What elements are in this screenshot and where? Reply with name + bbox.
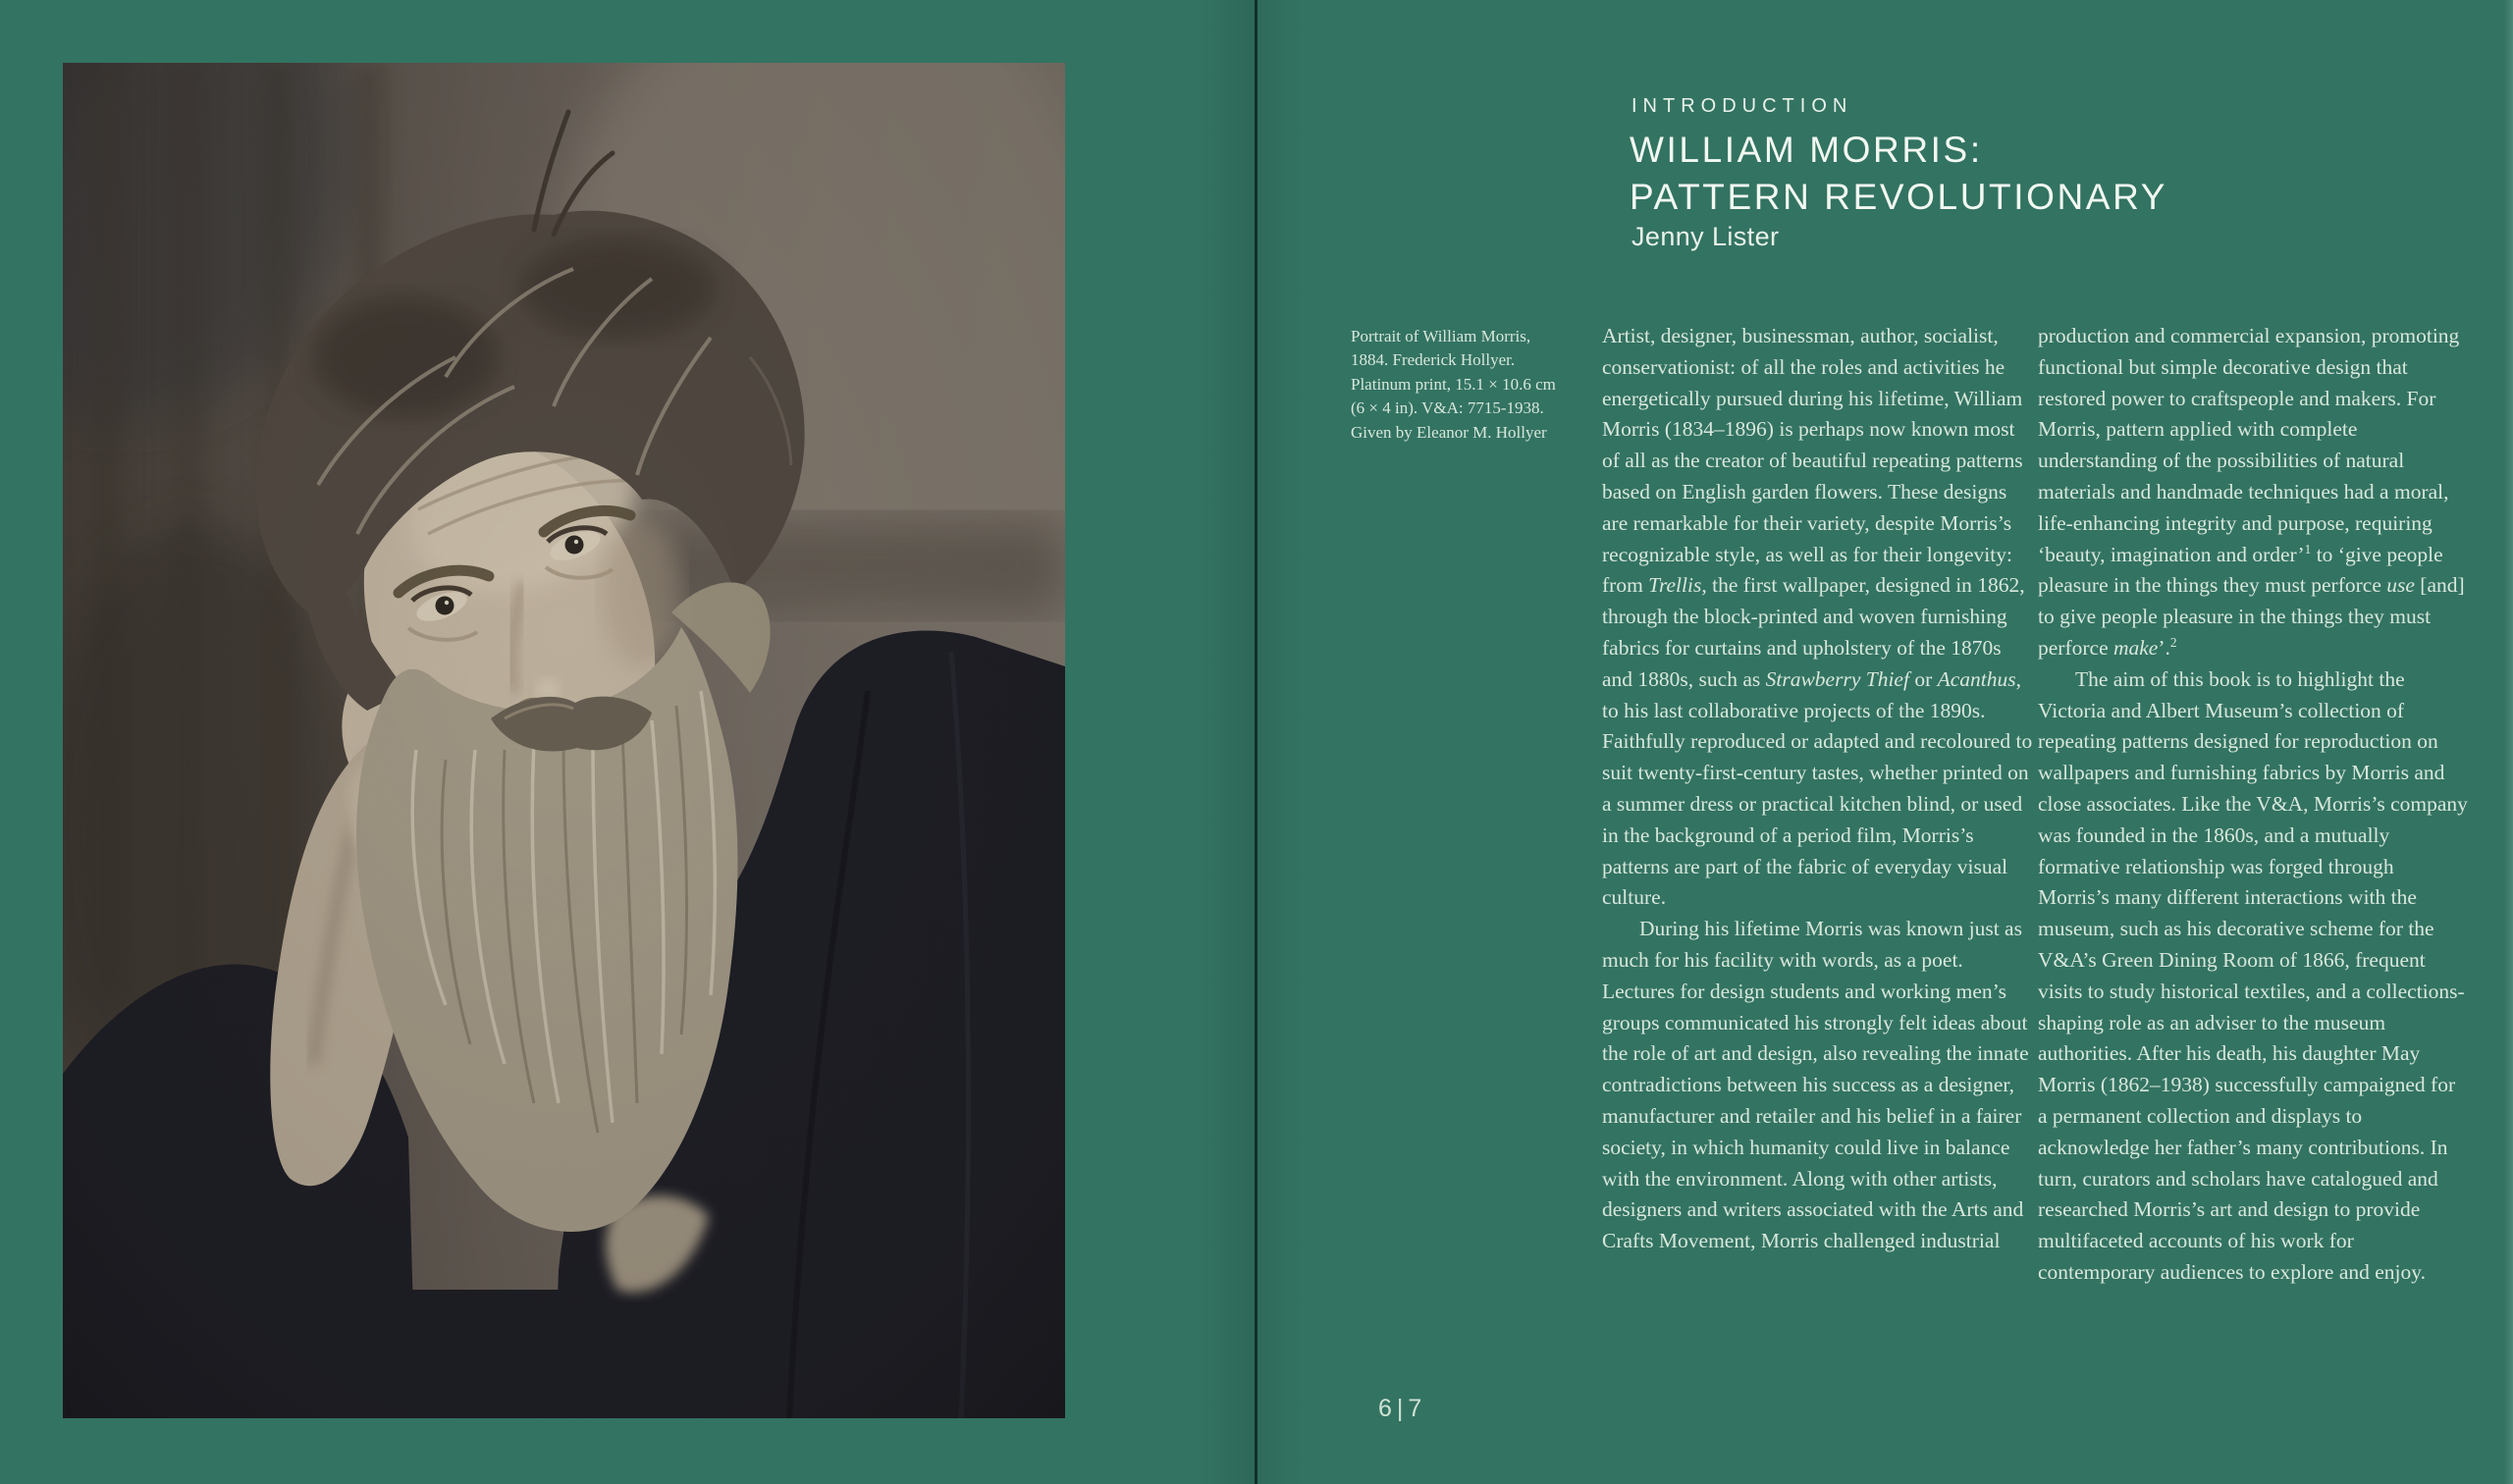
photo-caption — [1351, 325, 1556, 445]
body-paragraph: During his lifetime Morris was known just as much for his facility with words, as a poet. Lectures for design students and working men’s groups communicated his strongly felt ideas about the role of art and design, also revealing the innate contradictions between his success as a designer, manufacturer and retailer and his belief in a fairer society, in which humanity could live in balance with the environment. Along with other artists, designers and writers associated with the Arts and Crafts Movement, Morris challenged industrial — [1602, 917, 2029, 1253]
caption-line: Given by Eleanor M. Hollyer — [1351, 422, 1547, 442]
caption-line: 1884. Frederick Hollyer. — [1351, 350, 1516, 370]
body-column-1 — [1602, 321, 2034, 1257]
body-paragraph: Artist, designer, businessman, author, socialist, conservationist: of all the roles and activities he energetically pursued during his lifetime, William Morris (1834–1896) is perhaps now known most of all as the creator of beautiful repeating patterns based on English garden flowers. These designs are remarkable for their variety, despite Morris’s recognizable style, as well as for their longevity: from Trellis, the first wallpaper, designed in 1862, through the block-printed and woven furnishing fabrics for curtains and upholstery of the 1870s and 1880s, such as Strawberry Thief or Acanthus, to his last collaborative projects of the 1890s. Faithfully reproduced or adapted and recoloured to suit twenty-first-century tastes, whether printed on a summer dress or practical kitchen blind, or used in the background of a period film, Morris’s patterns are part of the fabric of everyday visual culture. — [1602, 324, 2033, 910]
title-line-2: PATTERN REVOLUTIONARY — [1630, 177, 2168, 217]
caption-line: Platinum print, 15.1 × 10.6 cm — [1351, 374, 1556, 394]
portrait-illustration — [63, 63, 1065, 1418]
author-name: Jenny Lister — [1631, 222, 1780, 251]
caption-line: (6 × 4 in). V&A: 7715-1938. — [1351, 398, 1544, 418]
body-paragraph: The aim of this book is to highlight the Victoria and Albert Museum’s collection of repeating patterns designed for reproduction on wallpapers and furnishing fabrics by Morris and close associates. Like the V&A, Morris’s company was founded in the 1860s, and a mutually formative relationship was forged through Morris’s many different interactions with the museum, such as his decorative scheme for the V&A’s Green Dining Room of 1866, frequent visits to study historical textiles, and a collections-shaping role as an adviser to the museum authorities. After his death, his daughter May Morris (1862–1938) successfully campaigned for a permanent collection and displays to acknowledge her father’s many contributions. In turn, curators and scholars have catalogued and researched Morris’s art and design to provide multifaceted accounts of his work for contemporary audiences to explore and enjoy. — [2038, 666, 2468, 1284]
caption-line: Portrait of William Morris, — [1351, 327, 1531, 345]
title-line-1: WILLIAM MORRIS: — [1630, 130, 1983, 170]
body-column-2 — [2038, 321, 2470, 1289]
portrait-photo — [63, 63, 1065, 1418]
gutter-shadow-left — [1196, 0, 1255, 1484]
chapter-title — [1630, 127, 2167, 221]
page-number: 6|7 — [1378, 1395, 1427, 1422]
page-edge-highlight — [2504, 0, 2513, 1484]
chapter-eyebrow: INTRODUCTION — [1631, 95, 1853, 117]
body-paragraph: production and commercial expansion, promoting functional but simple decorative design that restored power to craftspeople and makers. For Morris, pattern applied with complete understanding of the possibilities of natural materials and handmade techniques had a moral, life-enhancing integrity and purpose, requiring ‘beauty, imagination and order’$^1$ to ‘give people pleasure in the things they must perforce use [and] to give people pleasure in the things they must perforce make’.$^2$ — [2038, 324, 2465, 660]
gutter-shadow-right — [1257, 0, 1303, 1484]
